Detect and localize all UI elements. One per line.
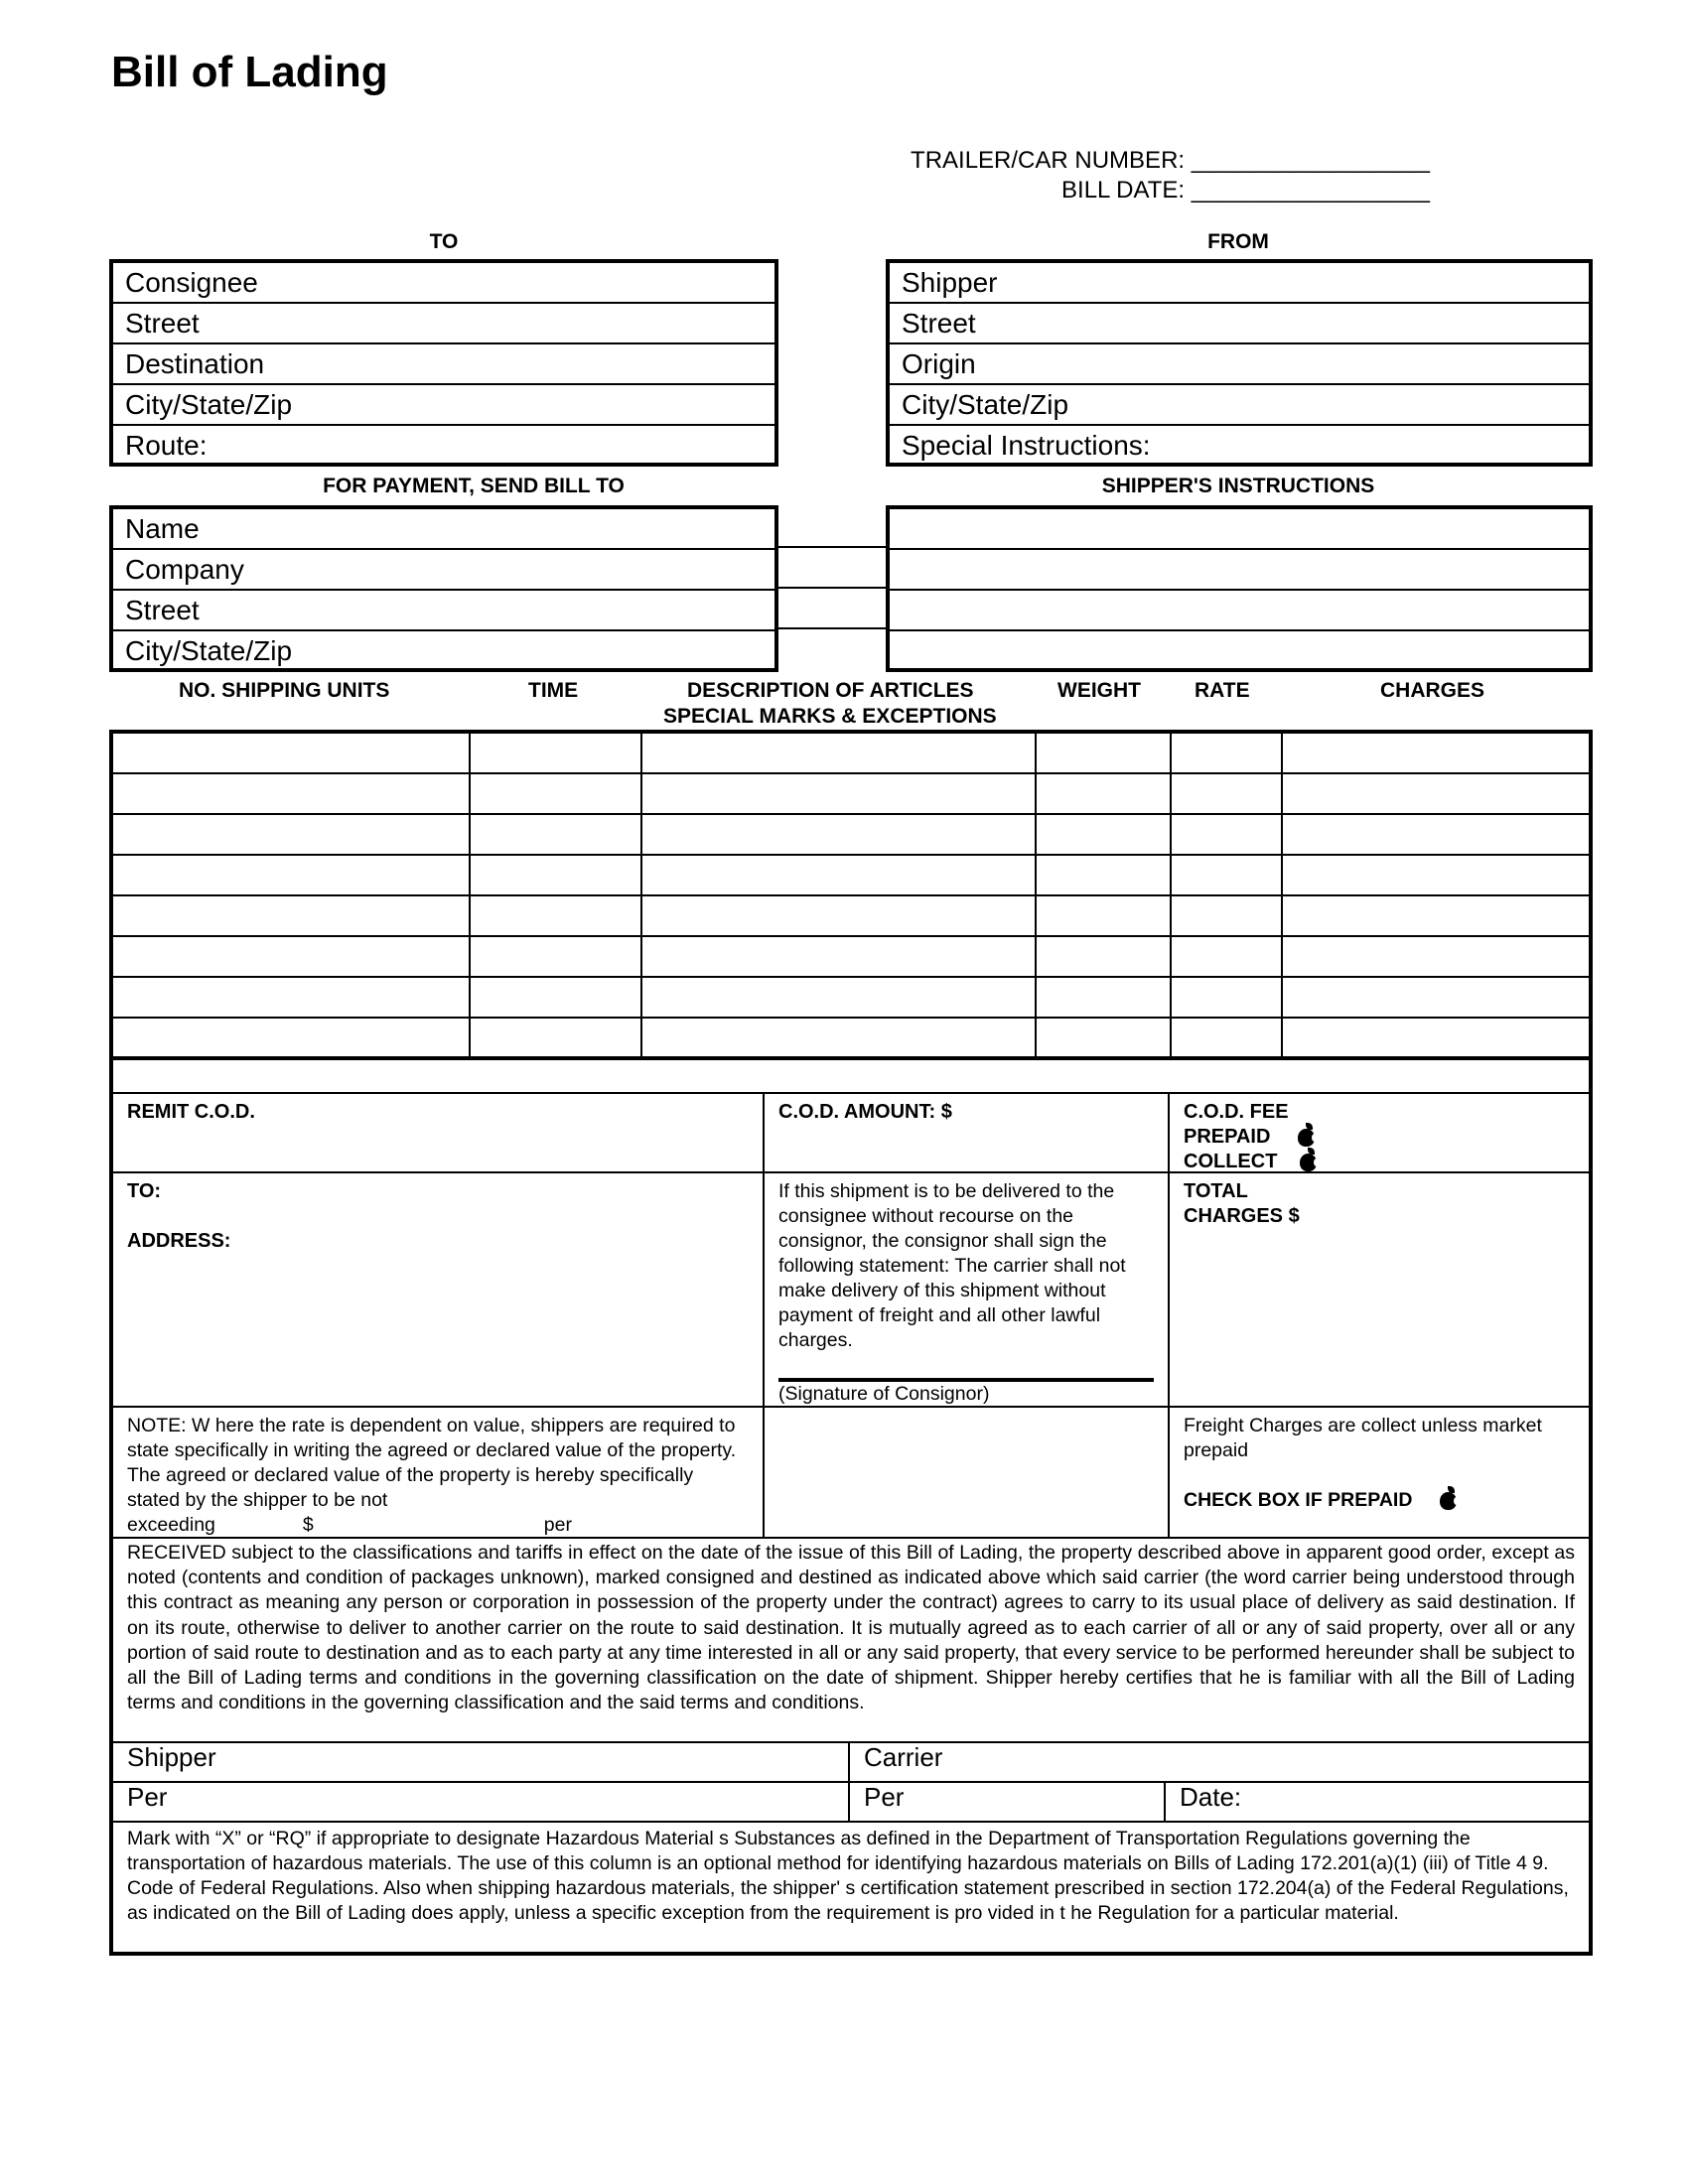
units-cell[interactable] bbox=[112, 773, 470, 814]
collect-checkbox-icon[interactable] bbox=[1300, 1154, 1317, 1171]
weight-cell[interactable] bbox=[1036, 895, 1171, 936]
route-field[interactable]: Route: bbox=[125, 430, 208, 461]
total-charges-label: CHARGES $ bbox=[1184, 1205, 1300, 1227]
weight-cell[interactable] bbox=[1036, 733, 1171, 773]
col-time: TIME bbox=[528, 679, 579, 702]
shipper-instructions-header: SHIPPER'S INSTRUCTIONS bbox=[1101, 475, 1375, 497]
description-cell[interactable] bbox=[641, 936, 1036, 977]
declared-value-note-cell bbox=[111, 1406, 765, 1539]
col-weight: WEIGHT bbox=[1057, 679, 1141, 702]
description-cell[interactable] bbox=[641, 977, 1036, 1018]
table-row bbox=[112, 855, 1590, 895]
description-cell[interactable] bbox=[641, 773, 1036, 814]
freight-charges-cell bbox=[1168, 1406, 1591, 1539]
charges-cell[interactable] bbox=[1282, 895, 1590, 936]
table-row bbox=[112, 814, 1590, 855]
rate-cell[interactable] bbox=[1171, 773, 1282, 814]
hazmat-statement: Mark with “X” or “RQ” if appropriate to designate Hazardous Material s Substances as defined in the Department of Transportation Regulations governing the transportation of hazardous materials. The use of this column is an optional method for identifying hazardous materials on Bills of Lading 172.201(a)(1) (iii) of Title 4 9. Code of Federal Regulations. Also when shipping hazardous materials, the shipper' s certification statement prescribed in section 172.204(a) of the Federal Regulations, as indicated on the Bill of Lading does apply, unless a specific exception from the requirement is pro vided in t he Regulation for a particular material. bbox=[111, 1821, 1591, 1954]
total-charges-cell[interactable] bbox=[1168, 1171, 1591, 1408]
units-cell[interactable] bbox=[112, 814, 470, 855]
payment-box bbox=[109, 505, 778, 672]
rate-cell[interactable] bbox=[1171, 895, 1282, 936]
rate-cell[interactable] bbox=[1171, 855, 1282, 895]
consignee-field[interactable]: Consignee bbox=[113, 263, 774, 304]
col-special-marks: SPECIAL MARKS & EXCEPTIONS bbox=[663, 705, 997, 728]
shipper-box bbox=[886, 259, 1593, 467]
connector-line bbox=[778, 627, 886, 629]
col-shipping-units: NO. SHIPPING UNITS bbox=[179, 679, 390, 702]
blank-note-cell bbox=[763, 1406, 1170, 1539]
time-cell[interactable] bbox=[470, 773, 641, 814]
carrier-sign-field[interactable]: Carrier bbox=[848, 1741, 1591, 1783]
payment-company-field[interactable]: Company bbox=[113, 550, 774, 591]
payment-street-field[interactable]: Street bbox=[113, 591, 774, 631]
cod-to-cell[interactable] bbox=[111, 1171, 765, 1408]
shipper-sign-field[interactable]: Shipper bbox=[111, 1741, 850, 1783]
time-cell[interactable] bbox=[470, 814, 641, 855]
total-label: TOTAL bbox=[1184, 1180, 1248, 1202]
shipper-city-state-zip-field[interactable]: City/State/Zip bbox=[890, 385, 1589, 426]
to-header: TO bbox=[429, 230, 459, 253]
table-row bbox=[112, 895, 1590, 936]
table-row bbox=[112, 733, 1590, 773]
weight-cell[interactable] bbox=[1036, 977, 1171, 1018]
consignor-statement: If this shipment is to be delivered to the consignee without recourse on the consignor, the consignor shall sign the following statement: The carrier shall not make delivery of this shipment without payment of freight and all other lawful charges. bbox=[778, 1180, 1126, 1351]
description-cell[interactable] bbox=[641, 1018, 1036, 1058]
dollar-label: $ bbox=[302, 1514, 314, 1536]
time-cell[interactable] bbox=[470, 1018, 641, 1058]
time-cell[interactable] bbox=[470, 855, 641, 895]
destination-field[interactable]: Destination bbox=[113, 344, 774, 385]
shipper-instructions-box bbox=[886, 505, 1593, 672]
units-cell[interactable] bbox=[112, 733, 470, 773]
rate-cell[interactable] bbox=[1171, 1018, 1282, 1058]
remit-cod-cell[interactable] bbox=[111, 1092, 765, 1173]
special-instructions-field[interactable]: Special Instructions: bbox=[902, 430, 1151, 461]
check-box-prepaid[interactable] bbox=[1184, 1488, 1575, 1513]
cod-fee-cell bbox=[1168, 1092, 1591, 1173]
date-field[interactable]: Date: bbox=[1164, 1781, 1591, 1823]
exceeding-label: exceeding bbox=[127, 1514, 215, 1536]
col-rate: RATE bbox=[1195, 679, 1250, 702]
received-terms: RECEIVED subject to the classifications and tariffs in effect on the date of the issue of this Bill of Lading, the property described above in apparent good order, except as noted (contents and condition of packages unknown), marked consigned and destined as indicated above which said carrier (the word carrier being understood through this contract as meaning any person or corporation in possession of the property under the contract) agrees to carry to its usual place of delivery as said destination. If on its route, otherwise to deliver to another carrier on the route to said destination. It is mutually agreed as to each carrier of all or any of said property, over all or any portion of said route to destination and as to each party at any time interested in all or any said property, that every service to be performed hereunder shall be subject to all the Bill of Lading terms and conditions in the governing classification on the date of shipment. Shipper hereby certifies that he is familiar with all the Bill of Lading terms and conditions in the governing classification and the said terms and conditions. bbox=[111, 1537, 1591, 1743]
from-header: FROM bbox=[1207, 230, 1269, 253]
description-cell[interactable] bbox=[641, 855, 1036, 895]
time-cell[interactable] bbox=[470, 936, 641, 977]
units-cell[interactable] bbox=[112, 855, 470, 895]
units-cell[interactable] bbox=[112, 1018, 470, 1058]
bill-date-field[interactable]: BILL DATE: __________________ bbox=[1061, 177, 1430, 204]
prepaid-freight-checkbox-icon[interactable] bbox=[1440, 1492, 1457, 1510]
cod-to-label: TO: bbox=[127, 1180, 162, 1202]
weight-cell[interactable] bbox=[1036, 855, 1171, 895]
charges-cell[interactable] bbox=[1282, 977, 1590, 1018]
prepaid-option[interactable] bbox=[1184, 1125, 1575, 1150]
rate-cell[interactable] bbox=[1171, 936, 1282, 977]
cod-fee-label: C.O.D. FEE bbox=[1184, 1101, 1289, 1123]
origin-field[interactable]: Origin bbox=[890, 344, 1589, 385]
carrier-per-field[interactable]: Per bbox=[848, 1781, 1166, 1823]
connector-line bbox=[778, 546, 886, 548]
weight-cell[interactable] bbox=[1036, 936, 1171, 977]
charges-cell[interactable] bbox=[1282, 936, 1590, 977]
charges-cell[interactable] bbox=[1282, 773, 1590, 814]
shipper-instructions-line[interactable] bbox=[890, 550, 1589, 591]
shipper-field[interactable]: Shipper bbox=[890, 263, 1589, 304]
table-row bbox=[112, 773, 1590, 814]
payment-name-field[interactable]: Name bbox=[113, 509, 774, 550]
signature-label: (Signature of Consignor) bbox=[778, 1383, 990, 1405]
table-row bbox=[112, 936, 1590, 977]
consignee-street-field[interactable]: Street bbox=[113, 304, 774, 344]
col-description: DESCRIPTION OF ARTICLES bbox=[687, 679, 974, 702]
prepaid-checkbox-icon[interactable] bbox=[1298, 1129, 1315, 1147]
page-title: Bill of Lading bbox=[111, 48, 388, 96]
rate-cell[interactable] bbox=[1171, 977, 1282, 1018]
charges-cell[interactable] bbox=[1282, 1018, 1590, 1058]
weight-cell[interactable] bbox=[1036, 1018, 1171, 1058]
payment-header: FOR PAYMENT, SEND BILL TO bbox=[323, 475, 625, 497]
collect-label: COLLECT bbox=[1184, 1151, 1278, 1172]
charges-cell[interactable] bbox=[1282, 855, 1590, 895]
trailer-number-field[interactable]: TRAILER/CAR NUMBER: __________________ bbox=[911, 147, 1430, 174]
rate-cell[interactable] bbox=[1171, 733, 1282, 773]
cod-amount-cell[interactable] bbox=[763, 1092, 1170, 1173]
rate-cell[interactable] bbox=[1171, 814, 1282, 855]
charges-cell[interactable] bbox=[1282, 733, 1590, 773]
col-charges: CHARGES bbox=[1380, 679, 1485, 702]
shipper-instructions-line[interactable] bbox=[890, 509, 1589, 550]
weight-cell[interactable] bbox=[1036, 814, 1171, 855]
time-cell[interactable] bbox=[470, 977, 641, 1018]
consignee-city-state-zip-field[interactable]: City/State/Zip bbox=[113, 385, 774, 426]
table-row bbox=[112, 1018, 1590, 1058]
shipper-per-field[interactable]: Per bbox=[111, 1781, 850, 1823]
units-cell[interactable] bbox=[112, 936, 470, 977]
weight-cell[interactable] bbox=[1036, 773, 1171, 814]
shipper-instructions-line[interactable] bbox=[890, 591, 1589, 631]
payment-city-state-zip-field[interactable]: City/State/Zip bbox=[125, 635, 293, 666]
time-cell[interactable] bbox=[470, 733, 641, 773]
remit-cod-label: REMIT C.O.D. bbox=[127, 1101, 255, 1123]
units-cell[interactable] bbox=[112, 895, 470, 936]
articles-table bbox=[111, 732, 1591, 1059]
consignee-box bbox=[109, 259, 778, 467]
table-row bbox=[112, 977, 1590, 1018]
charges-cell[interactable] bbox=[1282, 814, 1590, 855]
units-cell[interactable] bbox=[112, 977, 470, 1018]
prepaid-label: PREPAID bbox=[1184, 1126, 1271, 1148]
shipper-instructions-line[interactable] bbox=[890, 631, 1589, 672]
description-cell[interactable] bbox=[641, 733, 1036, 773]
consignor-statement-cell bbox=[763, 1171, 1170, 1408]
check-box-prepaid-label: CHECK BOX IF PREPAID bbox=[1184, 1489, 1413, 1511]
description-cell[interactable] bbox=[641, 895, 1036, 936]
freight-charges-note: Freight Charges are collect unless market prepaid bbox=[1184, 1415, 1542, 1461]
time-cell[interactable] bbox=[470, 895, 641, 936]
cod-amount-label: C.O.D. AMOUNT: $ bbox=[778, 1101, 952, 1123]
spacer-row bbox=[111, 1060, 1591, 1094]
connector-line bbox=[778, 587, 886, 589]
description-cell[interactable] bbox=[641, 814, 1036, 855]
declared-value-note: NOTE: W here the rate is dependent on value, shippers are required to state specifically in writing the agreed or declared value of the property. The agreed or declared value of the property is hereby specifically stated by the shipper to be not bbox=[127, 1415, 737, 1511]
per-label: per bbox=[543, 1514, 572, 1536]
cod-address-label: ADDRESS: bbox=[127, 1230, 231, 1252]
shipper-street-field[interactable]: Street bbox=[890, 304, 1589, 344]
